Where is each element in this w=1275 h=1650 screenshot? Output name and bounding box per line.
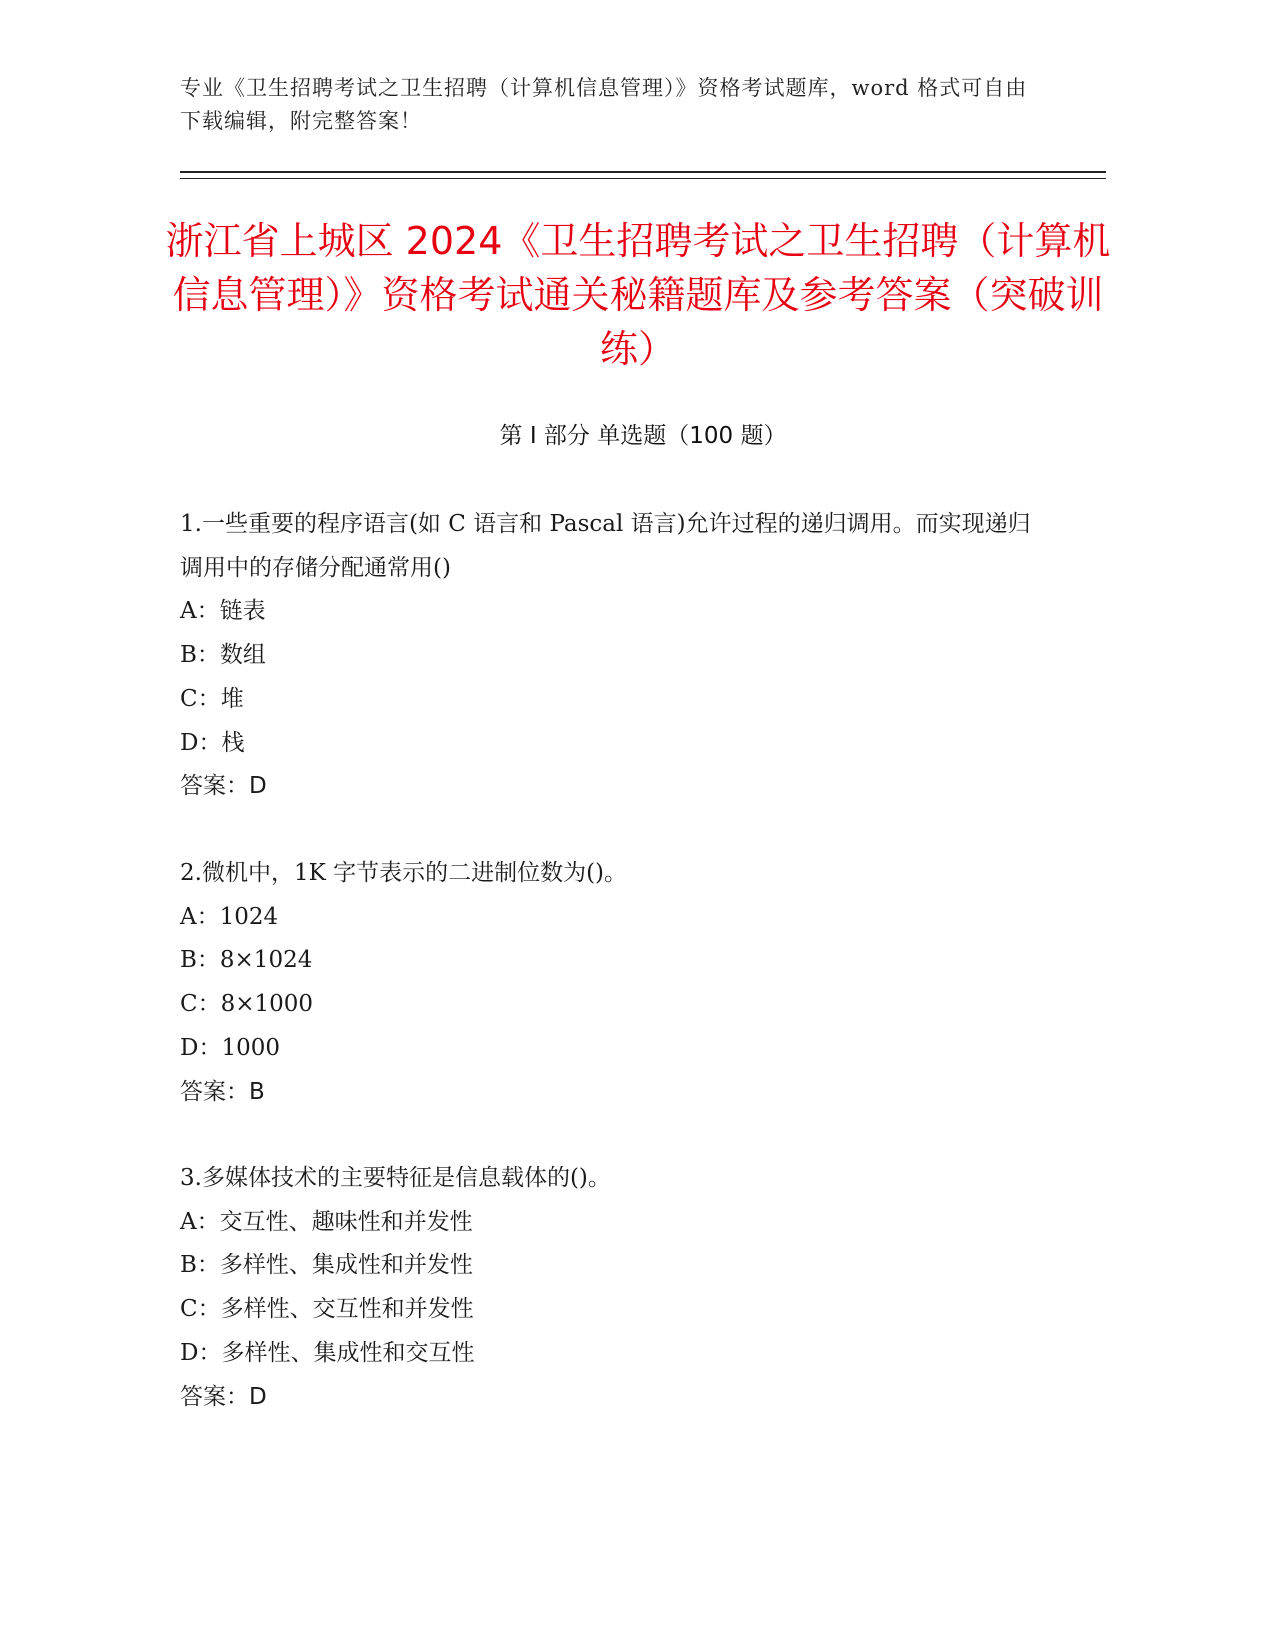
- answer-line: 答案：D: [180, 1383, 267, 1410]
- option-a: A：交互性、趣味性和并发性: [180, 1208, 473, 1235]
- question-stem: 1.一些重要的程序语言(如 C 语言和 Pascal 语言)允许过程的递归调用。而实现递归调用中的存储分配通常用(): [180, 511, 1031, 581]
- option-b: B：数组: [180, 642, 266, 669]
- option-b: B：8×1024: [180, 947, 313, 974]
- header-note: 专业《卫生招聘考试之卫生招聘（计算机信息管理）》资格考试题库，word 格式可自由下载编辑，附完整答案！: [180, 76, 1028, 133]
- question-item: [180, 1157, 1040, 1419]
- question-item: [180, 503, 1040, 809]
- option-a: A：链表: [180, 598, 266, 625]
- option-b: B：多样性、集成性和并发性: [180, 1252, 473, 1279]
- header-divider-thick: [180, 171, 1106, 173]
- header-divider-thin: [180, 178, 1106, 179]
- option-c: C：8×1000: [180, 991, 314, 1018]
- section-heading: 第 I 部分 单选题（100 题）: [499, 423, 787, 449]
- option-d: D：多样性、集成性和交互性: [180, 1339, 475, 1366]
- question-stem: 3.多媒体技术的主要特征是信息载体的()。: [180, 1165, 611, 1191]
- option-d: D：1000: [180, 1034, 280, 1061]
- question-item: [180, 852, 1040, 1114]
- option-c: C：多样性、交互性和并发性: [180, 1296, 474, 1323]
- answer-line: 答案：B: [180, 1078, 265, 1105]
- option-c: C：堆: [180, 685, 244, 712]
- option-d: D：栈: [180, 729, 245, 756]
- option-a: A：1024: [180, 903, 279, 930]
- question-stem: 2.微机中，1K 字节表示的二进制位数为()。: [180, 860, 628, 886]
- document-title: 浙江省上城区 2024《卫生招聘考试之卫生招聘（计算机信息管理）》资格考试通关秘籍题库及参考答案（突破训练）: [165, 219, 1111, 371]
- answer-line: 答案：D: [180, 773, 267, 800]
